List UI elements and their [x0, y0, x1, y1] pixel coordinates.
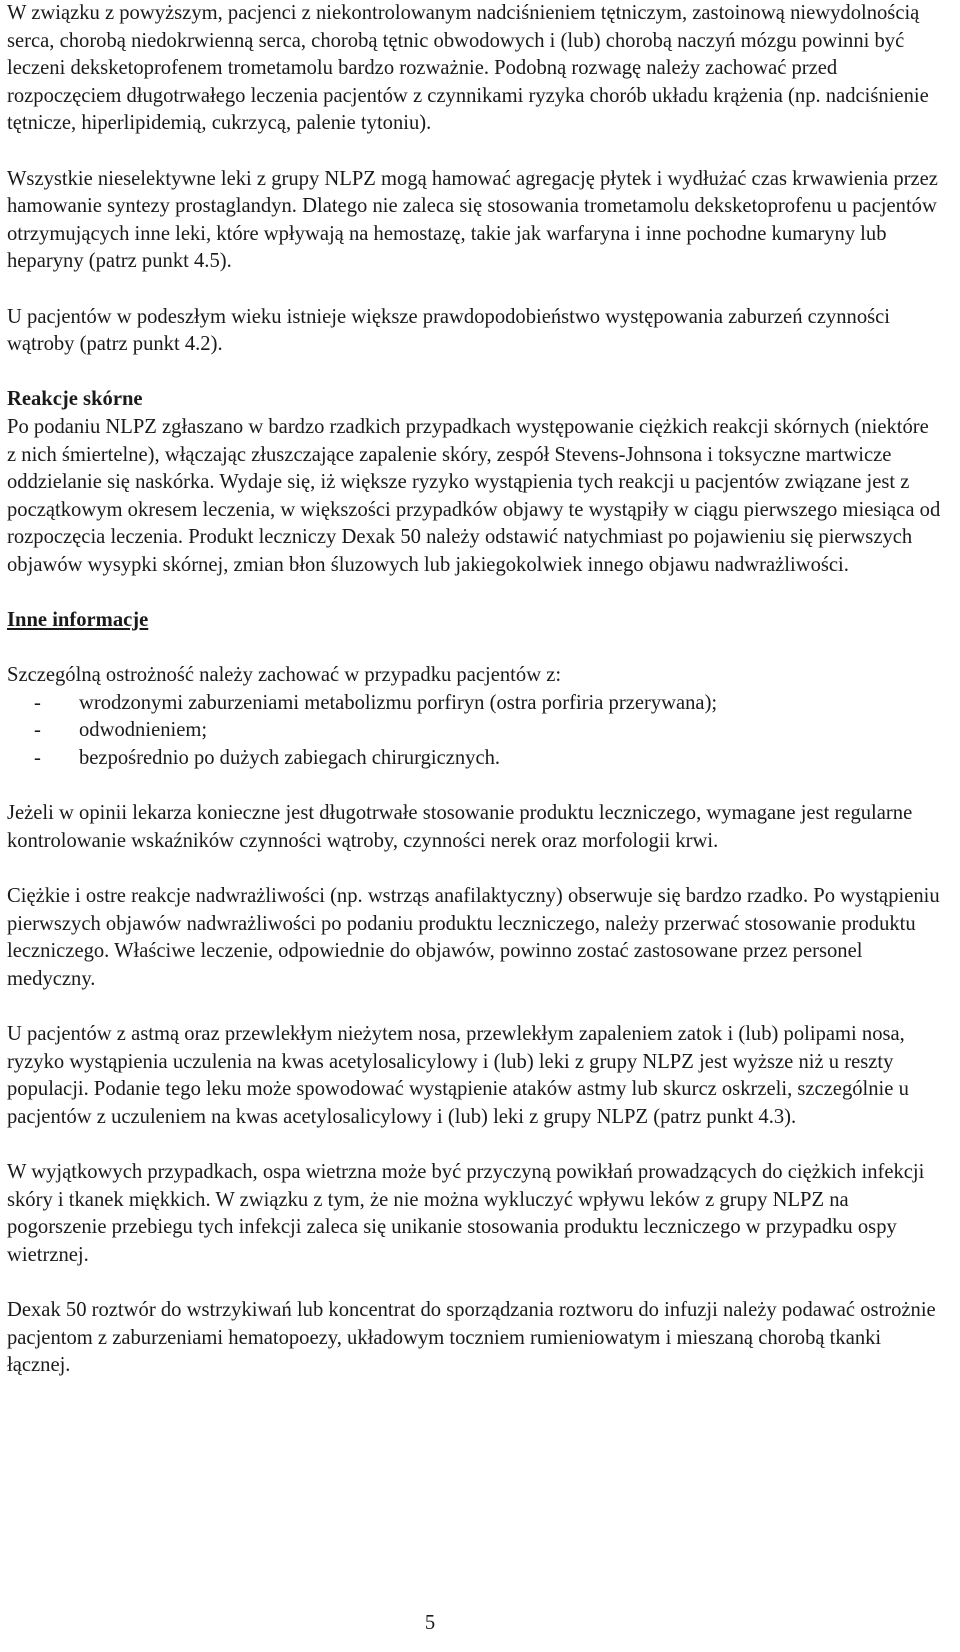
paragraph-platelet-aggregation: Wszystkie nieselektywne leki z grupy NLPZ mogą hamować agregację płytek i wydłużać czas krwawienia przez hamowanie syntezy prostaglandyn. Dlatego nie zaleca się stosowania trometamolu deksketoprofenu u pacjentów otrzymujących inne leki, które wpływają na hemostazę, takie jak warfaryna i inne pochodne kumaryny lub heparyny (patrz punkt 4.5).	[7, 167, 938, 273]
paragraph-asthma: U pacjentów z astmą oraz przewlekłym nieżytem nosa, przewlekłym zapaleniem zatok i (lub) polipami nosa, ryzyko wystąpienia uczulenia na kwas acetylosalicylowy i (lub) leki z grupy NLPZ jest wyższe niż u reszty populacji. Podanie tego leku może spowodować wystąpienie ataków astmy lub skurcz oskrzeli, szczególnie u pacjentów z uczuleniem na kwas acetylosalicylowy i (lub) leki z grupy NLPZ (patrz punkt 4.3).	[7, 1022, 909, 1128]
paragraph-varicella: W wyjątkowych przypadkach, ospa wietrzna może być przyczyną powikłań prowadzących do ciężkich infekcji skóry i tkanek miękkich. W związku z tym, że nie można wykluczyć wpływu leków z grupy NLPZ na pogorszenie przebiegu tych infekcji zaleca się unikanie stosowania produktu leczniczego w przypadku ospy wietrznej.	[7, 1160, 925, 1266]
other-information-heading: Inne informacje	[7, 609, 149, 632]
list-item	[7, 717, 942, 745]
list-dash: -	[34, 691, 41, 714]
paragraph-infusion-caution: Dexak 50 roztwór do wstrzykiwań lub koncentrat do sporządzania roztworu do infuzji należy podawać ostrożnie pacjentom z zaburzeniami hematopoezy, układowym toczniem rumieniowatym i mieszaną chorobą tkanki łącznej.	[7, 1298, 936, 1377]
list-item-text: bezpośrednio po dużych zabiegach chirurgicznych.	[79, 747, 501, 770]
paragraph-elderly-liver: U pacjentów w podeszłym wieku istnieje większe prawdopodobieństwo występowania zaburzeń czynności wątroby (patrz punkt 4.2).	[7, 305, 890, 356]
list-dash: -	[34, 719, 41, 742]
list-item-text: odwodnieniem;	[79, 719, 208, 742]
caution-list	[7, 690, 942, 773]
skin-reactions-heading: Reakcje skórne	[7, 388, 143, 411]
list-dash: -	[34, 747, 41, 770]
list-item-text: wrodzonymi zaburzeniami metabolizmu porfiryn (ostra porfiria przerywana);	[79, 691, 718, 714]
page-number: 5	[424, 1612, 436, 1634]
list-item	[7, 690, 942, 718]
paragraph-long-term-use: Jeżeli w opinii lekarza konieczne jest długotrwałe stosowanie produktu leczniczego, wymagane jest regularne kontrolowanie wskaźników czynności wątroby, czynności nerek oraz morfologii krwi.	[7, 802, 913, 852]
list-item	[7, 745, 942, 773]
caution-intro: Szczególną ostrożność należy zachować w przypadku pacjentów z:	[7, 664, 562, 687]
paragraph-hypersensitivity: Ciężkie i ostre reakcje nadwrażliwości (np. wstrząs anafilaktyczny) obserwuje się bardzo rzadko. Po wystąpieniu pierwszych objawów nadwrażliwości po podaniu produktu leczniczego, należy przerwać stosowanie produktu leczniczego. Właściwe leczenie, odpowiednie do objawów, powinno zostać zastosowane przez personel medyczny.	[7, 885, 940, 990]
paragraph-cardiovascular-risk: W związku z powyższym, pacjenci z niekontrolowanym nadciśnieniem tętniczym, zastoinową niewydolnością serca, chorobą niedokrwienną serca, chorobą tętnic obwodowych i (lub) chorobą naczyń mózgu powinni być leczeni deksketoprofenem trometamolu bardzo rozważnie. Podobną rozwagę należy zachować przed rozpoczęciem długotrwałego leczenia pacjentów z czynnikami ryzyka chorób układu krążenia (np. nadciśnienie tętnicze, hiperlipidemią, cukrzycą, palenie tytoniu).	[7, 2, 929, 135]
document-body	[7, 0, 942, 1380]
paragraph-skin-reactions: Po podaniu NLPZ zgłaszano w bardzo rzadkich przypadkach występowanie ciężkich reakcji skórnych (niektóre z nich śmiertelne), włączając złuszczające zapalenie skóry, zespół Stevens-Johnsona i toksyczne martwicze oddzielanie się naskórka. Wydaje się, iż większe ryzyko wystąpienia tych reakcji u pacjentów związane jest z początkowym okresem leczenia, w większości przypadków objawy te wystąpiły w ciągu pierwszego miesiąca od rozpoczęcia leczenia. Produkt leczniczy Dexak 50 należy odstawić natychmiast po pojawieniu się pierwszych objawów wysypki skórnej, zmian błon śluzowych lub jakiegokolwiek innego objawu nadwrażliwości.	[7, 415, 941, 576]
